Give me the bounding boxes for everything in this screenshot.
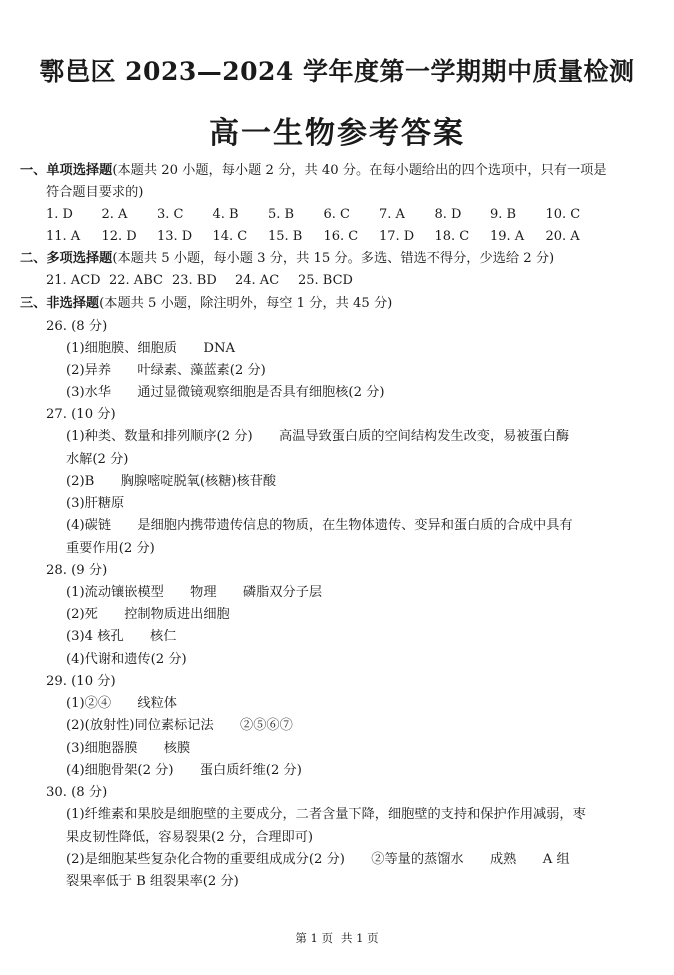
answer-item: 4. B	[212, 207, 239, 222]
answer-item: 11. A	[46, 229, 81, 244]
answer-item: 5. B	[268, 207, 295, 222]
section3-desc: (本题共 5 小题，除注明外，每空 1 分，共 45 分)	[99, 296, 393, 311]
q29-answer-2: (2)(放射性)同位素标记法 ②⑤⑥⑦	[66, 718, 293, 733]
q27-answer-4: (4)碳链 是细胞内携带遗传信息的物质，在生物体遗传、变异和蛋白质的合成中具有	[66, 518, 573, 533]
answer-item: 6. C	[323, 207, 350, 222]
q27-answer-4-cont: 重要作用(2 分)	[66, 541, 155, 556]
answer-item: 18. C	[434, 229, 470, 244]
answer-item: 21. ACD	[46, 273, 101, 288]
answer-item: 1. D	[46, 207, 73, 222]
answer-item: 20. A	[545, 229, 580, 244]
answer-item: 22. ABC	[109, 273, 163, 288]
answer-item: 25. BCD	[298, 273, 353, 288]
answer-item: 23. BD	[172, 273, 217, 288]
q29-answer-4: (4)细胞骨架(2 分) 蛋白质纤维(2 分)	[66, 763, 302, 778]
answer-item: 8. D	[434, 207, 462, 222]
q28-answer-4: (4)代谢和遗传(2 分)	[66, 652, 187, 667]
q26-answer-3: (3)水华 通过显微镜观察细胞是否具有细胞核(2 分)	[66, 385, 385, 400]
q30-answer-2-cont: 裂果率低于 B 组裂果率(2 分)	[66, 874, 239, 889]
answer-item: 13. D	[157, 229, 193, 244]
q30-heading: 30. (8 分)	[46, 785, 108, 800]
q27-answer-2: (2)B 胸腺嘧啶脱氧(核糖)核苷酸	[66, 474, 277, 489]
q27-heading: 27. (10 分)	[46, 407, 116, 422]
page-total: 共 1 页	[341, 931, 379, 945]
q28-heading: 28. (9 分)	[46, 563, 108, 578]
q28-answer-1: (1)流动镶嵌模型 物理 磷脂双分子层	[66, 585, 323, 600]
section1-desc: (本题共 20 小题，每小题 2 分，共 40 分。在每小题给出的四个选项中，只有一项是	[112, 163, 607, 178]
section2-desc: (本题共 5 小题，每小题 3 分，共 15 分。多选、错选不得分，少选给 2 分)	[112, 251, 555, 266]
answer-item: 7. A	[379, 207, 405, 222]
exam-title: 鄠邑区 2023—2024 学年度第一学期期中质量检测	[39, 57, 635, 86]
q30-answer-1-cont: 果皮韧性降低，容易裂果(2 分，合理即可)	[66, 830, 314, 845]
q28-answer-2: (2)死 控制物质进出细胞	[66, 607, 230, 622]
q29-answer-3: (3)细胞器膜 核膜	[66, 741, 191, 756]
answer-item: 19. A	[490, 229, 525, 244]
section3-heading: 三、非选择题	[20, 296, 100, 311]
q27-answer-1-cont: 水解(2 分)	[66, 452, 129, 467]
q30-answer-2: (2)是细胞某些复杂化合物的重要组成成分(2 分) ②等量的蒸馏水 成熟 A 组	[66, 852, 570, 867]
q26-answer-2: (2)异养 叶绿素、藻蓝素(2 分)	[66, 363, 266, 378]
answer-item: 17. D	[379, 229, 415, 244]
q28-answer-3: (3)4 核孔 核仁	[66, 629, 177, 644]
q26-heading: 26. (8 分)	[46, 319, 108, 334]
q29-answer-1: (1)②④ 线粒体	[66, 696, 177, 711]
section2-line	[20, 250, 554, 268]
section1-heading: 一、单项选择题	[20, 163, 113, 178]
answer-item: 9. B	[490, 207, 517, 222]
section1-line	[20, 162, 607, 180]
q27-answer-3: (3)肝糖原	[66, 496, 125, 511]
q27-answer-1: (1)种类、数量和排列顺序(2 分) 高温导致蛋白质的空间结构发生改变，易被蛋白酶	[66, 429, 570, 444]
q26-answer-1: (1)细胞膜、细胞质 DNA	[66, 341, 236, 356]
page-number: 第 1 页	[295, 931, 333, 945]
answer-item: 16. C	[323, 229, 359, 244]
answer-key-subtitle: 高一生物参考答案	[209, 116, 465, 151]
section1-desc-cont: 符合题目要求的)	[46, 185, 144, 200]
answer-item: 15. B	[268, 229, 303, 244]
answer-item: 24. AC	[235, 273, 280, 288]
section2-heading: 二、多项选择题	[20, 251, 113, 266]
answer-item: 14. C	[212, 229, 248, 244]
answer-item: 12. D	[101, 229, 137, 244]
answer-item: 10. C	[545, 207, 581, 222]
q29-heading: 29. (10 分)	[46, 674, 116, 689]
answer-item: 2. A	[101, 207, 128, 222]
answer-item: 3. C	[157, 207, 184, 222]
page-footer	[0, 930, 674, 946]
q30-answer-1: (1)纤维素和果胶是细胞壁的主要成分，二者含量下降，细胞壁的支持和保护作用减弱，枣	[66, 807, 586, 822]
section3-line	[20, 295, 392, 313]
